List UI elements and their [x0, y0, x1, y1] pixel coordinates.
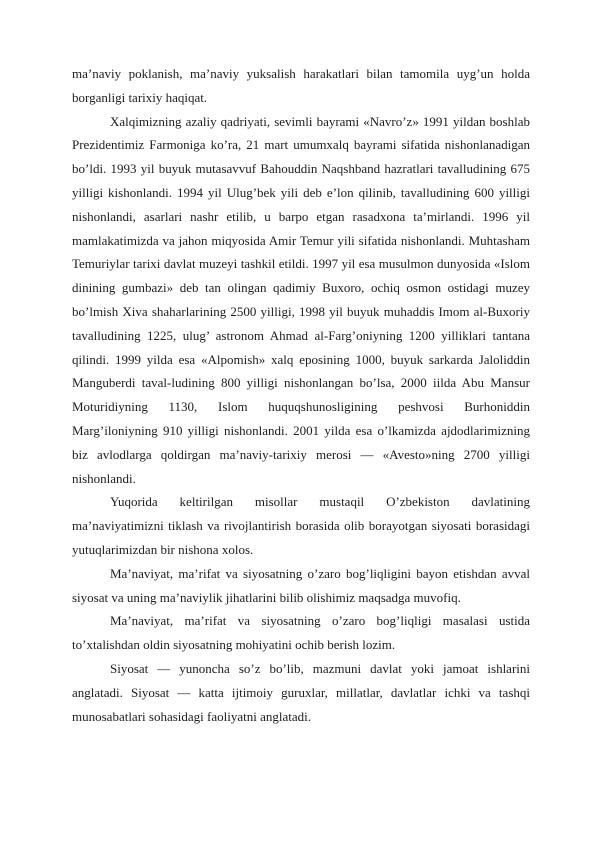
document-page [72, 62, 530, 728]
paragraph-politics-definition: Siyosat — yunoncha so’z bo’lib, mazmuni davlat yoki jamoat ishlarini anglatadi. Siyosat — katta ijtimoiy guruxlar, millatlar, davlatlar ichki va tashqi munosabatlari sohasidagi faoliyatni anglatadi. [72, 660, 530, 724]
paragraph-examples-summary: Yuqorida keltirilgan misollar mustaqil O’zbekiston davlatining ma’naviyatimizni tiklash va rivojlantirish borasida olib borayotgan siyosati borasidagi yutuqlarimizdan bir nishona xolos. [72, 494, 530, 557]
paragraph-politics-essence: Ma’naviyat, ma’rifat va siyosatning o’zaro bog’liqligi masalasi ustida to’xtalishdan oldin siyosatning mohiyatini ochib berish lozim. [72, 613, 530, 653]
paragraph-continuation: ma’naviy poklanish, ma’naviy yuksalish harakatlari bilan tamomila uyg’un holda borganligi tarixiy haqiqat. [72, 66, 530, 105]
paragraph-navruz-anniversaries: Xalqimizning azaliy qadriyati, sevimli bayrami «Navro’z» 1991 yildan boshlab Prezidentimiz Farmoniga ko’ra, 21 mart umumxalq bayrami sifatida nishonlanadigan bo’ldi. 1993 yil buyuk mutasavvuf Bahouddin Naqshband hazratlari tavalludining 675 yilligi kishonlandi. 1994 yil Ulug’bek yili deb e’lon qilinib, tavalludining 600 yilligi nishonlandi, asarlari nashr etilib, u barpo etgan rasadxona ta’mirlandi. 1996 yil mamlakatimizda va jahon miqyosida Amir Temur yili sifatida nishonlandi. Muhtasham Temuriylar tarixi davlat muzeyi tashkil etildi. 1997 yil esa musulmon dunyosida «Islom dinining gumbazi» deb tan olingan qadimiy Buxoro, ochiq osmon ostidagi muzey bo’lmish Xiva shaharlarining 2500 yilligi, 1998 yil buyuk muhaddis Imom al-Buxoriy tavalludining 1225, ulug’ astronom Ahmad al-Farg’oniyning 1200 yilliklari tantana qilindi. 1999 yilda esa «Alpomish» xalq eposining 1000, buyuk sarkarda Jaloliddin Manguberdi taval-ludining 800 yilligi nishonlangan bo’lsa, 2000 iilda Abu Mansur Moturidiyning 1130, Islom huquqshunosligining peshvosi Burhoniddin Marg’iloniyning 910 yilligi nishonlandi. 2001 yilda esa o’lkamizda ajdodlarimizning biz avlodlarga qoldirgan ma’naviy-tarixiy merosi — «Avesto»ning 2700 yilligi nishonlandi. [72, 113, 530, 486]
paragraph-spirituality-politics-intro: Ma’naviyat, ma’rifat va siyosatning o’zaro bog’liqligini bayon etishdan avval siyosat va uning ma’naviylik jihatlarini bilib olishimiz maqsadga muvofiq. [72, 565, 530, 605]
